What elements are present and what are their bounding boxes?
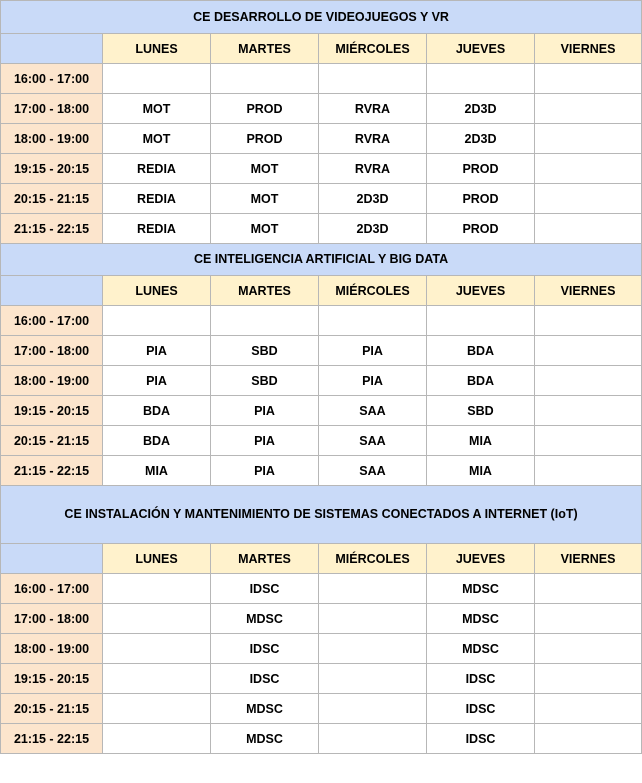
subject-cell <box>535 724 642 754</box>
subject-cell: BDA <box>427 366 535 396</box>
subject-cell: MDSC <box>211 604 319 634</box>
subject-cell: 2D3D <box>319 214 427 244</box>
day-header-viernes: VIERNES <box>535 34 642 64</box>
subject-cell: 2D3D <box>427 124 535 154</box>
subject-cell: PROD <box>211 94 319 124</box>
subject-cell <box>319 64 427 94</box>
subject-cell: PROD <box>427 184 535 214</box>
subject-cell: MDSC <box>427 574 535 604</box>
subject-cell: SAA <box>319 456 427 486</box>
subject-cell: REDIA <box>103 184 211 214</box>
subject-cell: IDSC <box>427 694 535 724</box>
subject-cell <box>319 574 427 604</box>
table-row <box>1 426 642 456</box>
day-header-row <box>1 276 642 306</box>
time-slot-cell: 16:00 - 17:00 <box>1 306 103 336</box>
subject-cell: BDA <box>103 426 211 456</box>
subject-cell: BDA <box>427 336 535 366</box>
subject-cell: MOT <box>103 94 211 124</box>
subject-cell: MDSC <box>427 604 535 634</box>
subject-cell <box>319 664 427 694</box>
subject-cell <box>535 124 642 154</box>
time-slot-cell: 20:15 - 21:15 <box>1 426 103 456</box>
day-header-jueves: JUEVES <box>427 276 535 306</box>
time-slot-cell: 21:15 - 22:15 <box>1 214 103 244</box>
subject-cell <box>319 634 427 664</box>
subject-cell <box>535 664 642 694</box>
subject-cell: PROD <box>211 124 319 154</box>
time-slot-cell: 17:00 - 18:00 <box>1 94 103 124</box>
day-header-jueves: JUEVES <box>427 544 535 574</box>
subject-cell <box>319 306 427 336</box>
table-row <box>1 184 642 214</box>
subject-cell <box>535 366 642 396</box>
table-row <box>1 456 642 486</box>
section-title-row <box>1 1 642 34</box>
table-row <box>1 634 642 664</box>
subject-cell: PIA <box>211 396 319 426</box>
subject-cell: PIA <box>319 366 427 396</box>
time-slot-cell: 20:15 - 21:15 <box>1 694 103 724</box>
subject-cell <box>427 64 535 94</box>
day-header-lunes: LUNES <box>103 544 211 574</box>
table-row <box>1 154 642 184</box>
subject-cell: MDSC <box>211 724 319 754</box>
subject-cell: IDSC <box>211 664 319 694</box>
time-slot-cell: 20:15 - 21:15 <box>1 184 103 214</box>
table-row <box>1 396 642 426</box>
subject-cell: RVRA <box>319 154 427 184</box>
header-corner-cell <box>1 276 103 306</box>
day-header-martes: MARTES <box>211 276 319 306</box>
subject-cell <box>211 306 319 336</box>
subject-cell <box>535 396 642 426</box>
subject-cell <box>535 604 642 634</box>
subject-cell: SBD <box>427 396 535 426</box>
table-row <box>1 724 642 754</box>
subject-cell: SAA <box>319 396 427 426</box>
time-slot-cell: 21:15 - 22:15 <box>1 724 103 754</box>
subject-cell <box>427 306 535 336</box>
table-row <box>1 664 642 694</box>
day-header-row <box>1 34 642 64</box>
subject-cell: MIA <box>103 456 211 486</box>
day-header-martes: MARTES <box>211 544 319 574</box>
subject-cell: SBD <box>211 366 319 396</box>
time-slot-cell: 19:15 - 20:15 <box>1 154 103 184</box>
subject-cell: SBD <box>211 336 319 366</box>
subject-cell: PIA <box>103 336 211 366</box>
section-title-row <box>1 486 642 544</box>
subject-cell <box>103 604 211 634</box>
day-header-miercoles: MIÉRCOLES <box>319 544 427 574</box>
table-row <box>1 64 642 94</box>
subject-cell <box>535 456 642 486</box>
table-row <box>1 694 642 724</box>
subject-cell <box>103 634 211 664</box>
subject-cell: MOT <box>211 214 319 244</box>
subject-cell: SAA <box>319 426 427 456</box>
subject-cell: PIA <box>211 456 319 486</box>
subject-cell: MDSC <box>427 634 535 664</box>
time-slot-cell: 19:15 - 20:15 <box>1 664 103 694</box>
time-slot-cell: 18:00 - 19:00 <box>1 124 103 154</box>
time-slot-cell: 19:15 - 20:15 <box>1 396 103 426</box>
subject-cell <box>535 336 642 366</box>
subject-cell <box>103 64 211 94</box>
day-header-miercoles: MIÉRCOLES <box>319 34 427 64</box>
subject-cell <box>535 64 642 94</box>
subject-cell: PIA <box>211 426 319 456</box>
subject-cell <box>319 694 427 724</box>
day-header-jueves: JUEVES <box>427 34 535 64</box>
subject-cell <box>535 634 642 664</box>
subject-cell: MOT <box>211 154 319 184</box>
subject-cell: MIA <box>427 426 535 456</box>
section-title: CE DESARROLLO DE VIDEOJUEGOS Y VR <box>1 1 642 34</box>
subject-cell: MIA <box>427 456 535 486</box>
subject-cell <box>535 214 642 244</box>
table-row <box>1 124 642 154</box>
time-slot-cell: 18:00 - 19:00 <box>1 634 103 664</box>
schedule-body <box>1 1 642 754</box>
subject-cell: REDIA <box>103 154 211 184</box>
header-corner-cell <box>1 34 103 64</box>
subject-cell <box>103 664 211 694</box>
subject-cell <box>103 724 211 754</box>
time-slot-cell: 21:15 - 22:15 <box>1 456 103 486</box>
subject-cell <box>535 426 642 456</box>
subject-cell: 2D3D <box>427 94 535 124</box>
subject-cell: RVRA <box>319 124 427 154</box>
subject-cell <box>103 306 211 336</box>
time-slot-cell: 18:00 - 19:00 <box>1 366 103 396</box>
subject-cell <box>103 694 211 724</box>
day-header-martes: MARTES <box>211 34 319 64</box>
table-row <box>1 214 642 244</box>
table-row <box>1 366 642 396</box>
day-header-viernes: VIERNES <box>535 544 642 574</box>
section-title: CE INTELIGENCIA ARTIFICIAL Y BIG DATA <box>1 244 642 276</box>
header-corner-cell <box>1 544 103 574</box>
subject-cell: PIA <box>103 366 211 396</box>
table-row <box>1 574 642 604</box>
subject-cell: 2D3D <box>319 184 427 214</box>
time-slot-cell: 16:00 - 17:00 <box>1 64 103 94</box>
table-row <box>1 336 642 366</box>
table-row <box>1 94 642 124</box>
subject-cell: MDSC <box>211 694 319 724</box>
day-header-lunes: LUNES <box>103 34 211 64</box>
subject-cell: IDSC <box>211 574 319 604</box>
subject-cell: RVRA <box>319 94 427 124</box>
subject-cell: IDSC <box>427 724 535 754</box>
subject-cell: PIA <box>319 336 427 366</box>
subject-cell: MOT <box>211 184 319 214</box>
time-slot-cell: 17:00 - 18:00 <box>1 604 103 634</box>
subject-cell: BDA <box>103 396 211 426</box>
subject-cell: REDIA <box>103 214 211 244</box>
table-row <box>1 306 642 336</box>
subject-cell <box>211 64 319 94</box>
subject-cell: IDSC <box>427 664 535 694</box>
subject-cell <box>319 724 427 754</box>
subject-cell <box>535 306 642 336</box>
subject-cell <box>535 94 642 124</box>
subject-cell: PROD <box>427 214 535 244</box>
section-title: CE INSTALACIÓN Y MANTENIMIENTO DE SISTEMAS CONECTADOS A INTERNET (IoT) <box>1 486 642 544</box>
subject-cell: MOT <box>103 124 211 154</box>
day-header-miercoles: MIÉRCOLES <box>319 276 427 306</box>
subject-cell: PROD <box>427 154 535 184</box>
subject-cell <box>103 574 211 604</box>
subject-cell <box>535 574 642 604</box>
day-header-row <box>1 544 642 574</box>
table-row <box>1 604 642 634</box>
section-title-row <box>1 244 642 276</box>
subject-cell <box>535 184 642 214</box>
subject-cell <box>319 604 427 634</box>
time-slot-cell: 16:00 - 17:00 <box>1 574 103 604</box>
day-header-viernes: VIERNES <box>535 276 642 306</box>
subject-cell: IDSC <box>211 634 319 664</box>
day-header-lunes: LUNES <box>103 276 211 306</box>
time-slot-cell: 17:00 - 18:00 <box>1 336 103 366</box>
subject-cell <box>535 154 642 184</box>
subject-cell <box>535 694 642 724</box>
